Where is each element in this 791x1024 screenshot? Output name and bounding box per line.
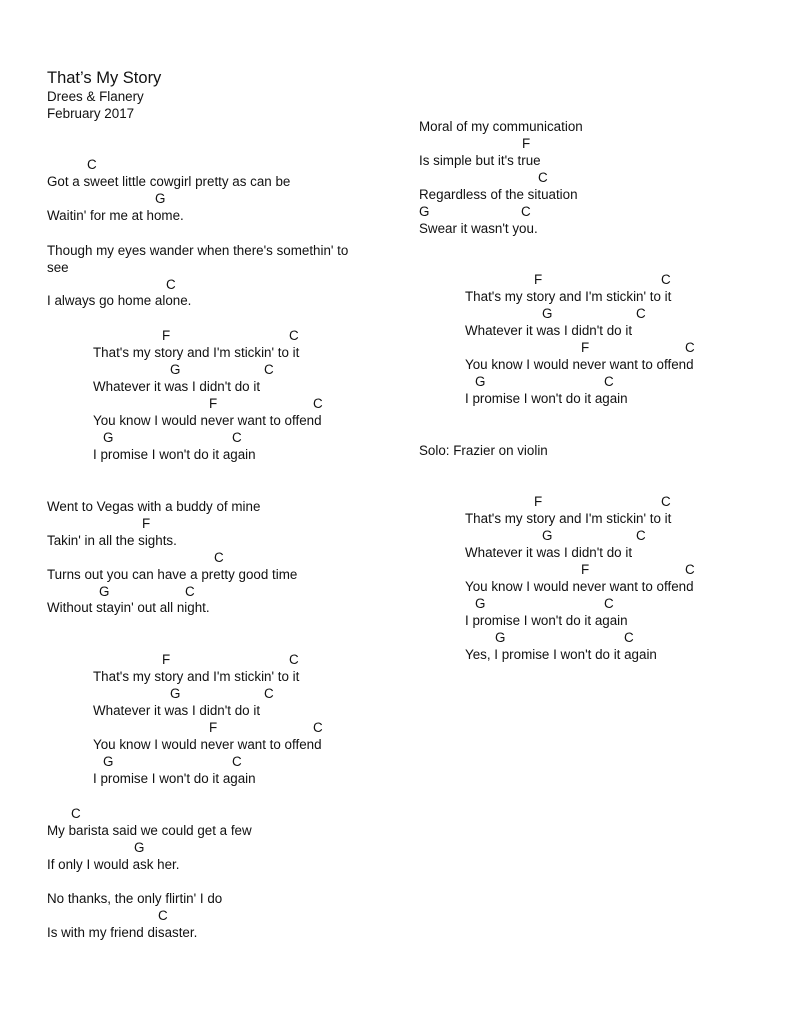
lyric-line: Moral of my communication (419, 119, 583, 134)
song-date: February 2017 (47, 106, 135, 121)
chord: C (313, 396, 323, 411)
lyric-line: Is simple but it's true (419, 153, 541, 168)
chord: F (522, 136, 531, 151)
lyric-line: No thanks, the only flirtin' I do (47, 891, 223, 906)
chord: G (103, 754, 114, 769)
lyric-line: I promise I won't do it again (93, 447, 256, 462)
lyric-line: I promise I won't do it again (465, 391, 628, 406)
chord: C (685, 562, 695, 577)
lyric-line: Swear it wasn't you. (419, 221, 538, 236)
lyric-line: You know I would never want to offend (465, 357, 694, 372)
chord: C (214, 550, 224, 565)
lyric-line: Went to Vegas with a buddy of mine (47, 499, 261, 514)
chord: G (542, 528, 553, 543)
chord: C (232, 430, 242, 445)
lyric-line: You know I would never want to offend (93, 413, 322, 428)
chord: C (661, 272, 671, 287)
chord: C (521, 204, 531, 219)
chord: C (636, 528, 646, 543)
chord: C (289, 328, 299, 343)
chord: F (209, 720, 218, 735)
song-artist: Drees & Flanery (47, 89, 144, 104)
chord: C (232, 754, 242, 769)
chord: C (685, 340, 695, 355)
lyric-line: Waitin' for me at home. (47, 208, 184, 223)
lyric-line: That's my story and I'm stickin' to it (93, 669, 300, 684)
chord: F (209, 396, 218, 411)
chord: G (134, 840, 145, 855)
lyric-line: That's my story and I'm stickin' to it (93, 345, 300, 360)
lyric-line: You know I would never want to offend (93, 737, 322, 752)
lyric-line: You know I would never want to offend (465, 579, 694, 594)
chord: C (289, 652, 299, 667)
chord: C (538, 170, 548, 185)
chord: F (534, 272, 543, 287)
lyric-line: see (47, 260, 69, 275)
chord: F (534, 494, 543, 509)
chord: G (99, 584, 110, 599)
lyric-line: Regardless of the situation (419, 187, 578, 202)
lyric-line: That's my story and I'm stickin' to it (465, 511, 672, 526)
chord: G (155, 191, 166, 206)
chord: C (71, 806, 81, 821)
lyric-line: Though my eyes wander when there's somethin' to (47, 243, 349, 258)
lyric-line: If only I would ask her. (47, 857, 180, 872)
lyric-line: Turns out you can have a pretty good time (47, 567, 298, 582)
chord: C (264, 686, 274, 701)
chord: C (264, 362, 274, 377)
chord: G (419, 204, 430, 219)
lyric-line: Is with my friend disaster. (47, 925, 198, 940)
chord: G (103, 430, 114, 445)
lyric-line: Got a sweet little cowgirl pretty as can be (47, 174, 291, 189)
lyric-line: I promise I won't do it again (93, 771, 256, 786)
lyric-line: Without stayin' out all night. (47, 600, 210, 615)
chord: C (166, 277, 176, 292)
chord: C (624, 630, 634, 645)
chord: G (170, 362, 181, 377)
lyric-line: Whatever it was I didn't do it (465, 323, 633, 338)
lyric-line: That's my story and I'm stickin' to it (465, 289, 672, 304)
chord: C (604, 596, 614, 611)
chord: C (636, 306, 646, 321)
chord: F (581, 340, 590, 355)
chord: F (162, 652, 171, 667)
chord: C (661, 494, 671, 509)
chord: G (170, 686, 181, 701)
solo-line: Solo: Frazier on violin (419, 443, 548, 458)
chord: F (142, 516, 151, 531)
chord: G (475, 374, 486, 389)
chord: C (87, 157, 97, 172)
lyric-line: Yes, I promise I won't do it again (465, 647, 657, 662)
chord: G (542, 306, 553, 321)
chord: C (158, 908, 168, 923)
chord: G (475, 596, 486, 611)
chord: C (313, 720, 323, 735)
chord: F (162, 328, 171, 343)
chord: C (604, 374, 614, 389)
lyric-line: Whatever it was I didn't do it (93, 703, 261, 718)
lyric-line: I promise I won't do it again (465, 613, 628, 628)
lyric-line: Takin' in all the sights. (47, 533, 177, 548)
chord: G (495, 630, 506, 645)
chord: C (185, 584, 195, 599)
chord: F (581, 562, 590, 577)
lyric-line: My barista said we could get a few (47, 823, 252, 838)
lyric-line: I always go home alone. (47, 293, 192, 308)
lyric-line: Whatever it was I didn't do it (465, 545, 633, 560)
song-title: That’s My Story (47, 69, 162, 87)
lyric-line: Whatever it was I didn't do it (93, 379, 261, 394)
